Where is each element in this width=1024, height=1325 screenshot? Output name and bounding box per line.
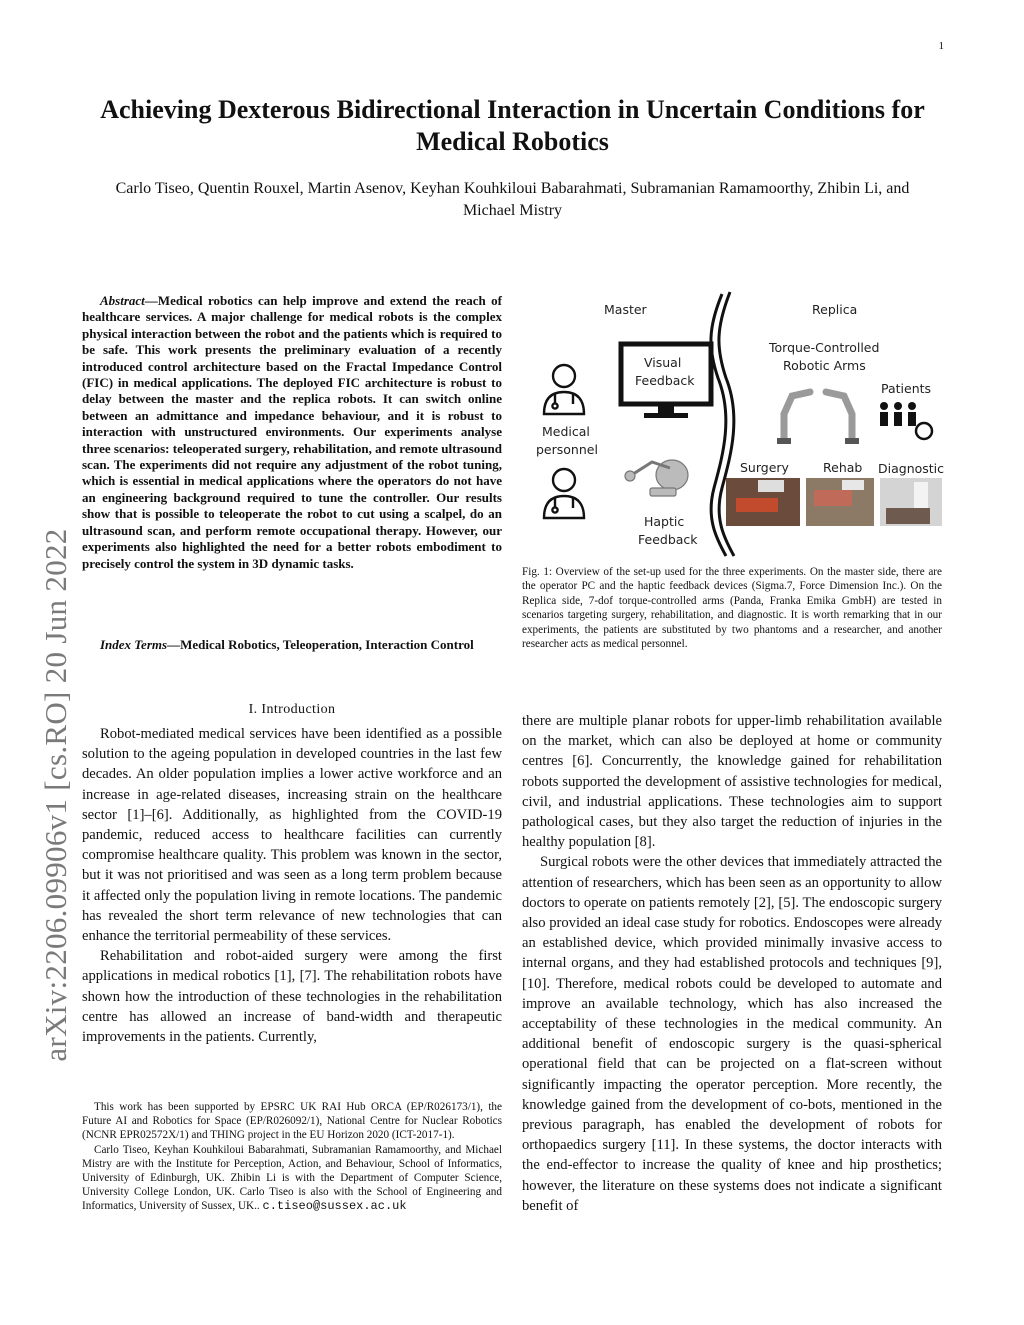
- label-personnel: personnel: [536, 442, 598, 457]
- footnote-affiliations: Carlo Tiseo, Keyhan Kouhkiloui Babarahmati, Subramanian Ramamoorthy, and Michael Mistry are with the Institute for Perception, Action, and Behaviour, School of Informatics, University of Edinburgh, UK. Zhibin Li is with the Department of Computer Science, University College London, UK. Carlo Tiseo is also with the School of Engineering and Informatics, University of Sussex, UK.. c.tiseo@sussex.ac.uk: [82, 1143, 502, 1214]
- label-rehab: Rehab: [823, 460, 863, 475]
- label-haptic: Haptic: [644, 514, 685, 529]
- overview-diagram: [522, 288, 947, 558]
- index-terms-text: —Medical Robotics, Teleoperation, Interaction Control: [167, 637, 474, 652]
- paragraph: Surgical robots were the other devices that immediately attracted the attention of researchers, which has been seen as an opportunity to allow doctors to operate on patients remotely [2], [5]. The endoscopic surgery also provided an ideal case study for robotics. Endoscopes were already an established device, which provided minimally invasive access to internal organs, and they had established protocols and techniques [9], [10]. Therefore, medical robots could be developed to automate and improve an available technology, which has also increased the acceptability of these technologies in the medical community. An additional benefit of endoscopic surgery is the quasi-spherical operational field that can be projected on a flat-screen without significantly impacting the operator perception. More recently, the knowledge gained from the development of co-bots, mentioned in the previous paragraph, has enabled the development of robots for orthopaedics surgery [11]. In these systems, the doctor interacts with the end-effector to increase the quality of knee and hip prosthetics; however, the literature on these systems does not indicate a significant benefit of: [522, 854, 942, 1214]
- abstract-lead: Abstract: [100, 293, 145, 308]
- section-heading-introduction: I. Introduction: [248, 702, 336, 717]
- paragraph: Rehabilitation and robot-aided surgery were among the first applications in medical robotics [1], [7]. The rehabilitation robots have shown how the introduction of these technologies in the rehabilitation centre has allowed an increase of band-width and therapeutic improvements in the patients. Currently,: [82, 948, 502, 1046]
- index-terms: [82, 637, 502, 653]
- doctor-icon: [544, 469, 584, 518]
- label-robotic-arms: Robotic Arms: [783, 358, 866, 373]
- label-visual: Visual: [644, 355, 682, 370]
- robot-arm-icon: [784, 392, 852, 438]
- label-replica: Replica: [812, 302, 858, 317]
- paragraph: Robot-mediated medical services have been identified as a possible solution to the ageing population in developed countries in the last few decades. An older population implies a lower active workforce and an increase in age-related diseases, increasing strain on the healthcare sector [1]–[6]. Additionally, as highlighted from the COVID-19 pandemic, reduced access to healthcare facilities can currently compromise healthcare quality. This problem was known in the sector, but it was not prioritised and was seen as a long term problem because it affected only the population living in remote locations. The pandemic has revealed the short term relevance of new technologies that can enhance the territorial permeability of these services.: [82, 726, 502, 945]
- label-surgery: Surgery: [740, 460, 789, 475]
- diagnostic-photo: [880, 478, 942, 526]
- patients-icon: [880, 402, 932, 439]
- doctor-icon: [544, 365, 584, 414]
- label-medical: Medical: [542, 424, 590, 439]
- label-haptic-feedback: Feedback: [638, 532, 698, 547]
- author-list: Carlo Tiseo, Quentin Rouxel, Martin Asenov, Keyhan Kouhkiloui Babarahmati, Subramanian Ramamoorthy, Zhibin Li, and Michael Mistry: [115, 180, 910, 219]
- label-master: Master: [604, 302, 647, 317]
- abstract-text: —Medical robotics can help improve and extend the reach of healthcare services. A major challenge for medical robots is the complex physical interaction between the robot and the patients which is required to be safe. This work presents the preliminary evaluation of a recently introduced control architecture based on the Fractal Impedance Control (FIC) in medical applications. The deployed FIC architecture is robust to delay between the master and the replica robots. It can switch online between an admittance and impedance behaviour, and it is robust to interaction with unstructured environments. Our experiments analyse three scenarios: teleoperated surgery, rehabilitation, and remote ultrasound scan. The experiments did not require any adjustment of the robot tuning, which is essential in medical applications where the operators do not have an engineering background required to tune the controller. Our results show that is possible to teleoperate the robot to cut using a scalpel, do an ultrasound scan, and perform remote occupational therapy. However, our experiments also highlighted the need for a better robots embodiment to precisely control the system in 3D dynamic tasks.: [82, 293, 502, 571]
- arxiv-identifier: arXiv:2206.09906v1 [cs.RO] 20 Jun 2022: [38, 528, 73, 1062]
- haptic-device-icon: [625, 460, 688, 496]
- surgery-photo: [726, 478, 800, 526]
- index-terms-lead: Index Terms: [100, 637, 168, 652]
- introduction-left-column: [82, 724, 502, 1047]
- label-diagnostic: Diagnostic: [878, 461, 945, 476]
- footnotes: [82, 1100, 502, 1214]
- footnote-funding: This work has been supported by EPSRC UK RAI Hub ORCA (EP/R026173/1), the Future AI and Robotics for Space (EP/R026092/1), National Centre for Nuclear Robotics (NCNR EPR02572X/1) and THING project in the EU Horizon 2020 (ICT-2017-1).: [82, 1101, 502, 1142]
- email-link[interactable]: c.tiseo@sussex.ac.uk: [262, 1199, 407, 1214]
- rehab-photo: [806, 478, 874, 526]
- label-visual-feedback: Feedback: [635, 373, 695, 388]
- figure-1: [522, 288, 947, 558]
- paper-title: Achieving Dexterous Bidirectional Interaction in Uncertain Conditions for Medical Robotics: [100, 95, 925, 156]
- figure-caption: Fig. 1: Overview of the set-up used for the three experiments. On the master side, there are the operator PC and the haptic feedback devices (Sigma.7, Force Dimension Inc.). On the Replica side, 7-dof torque-controlled arms (Panda, Franka Emika GmbH) are tested in scenarios targeting surgery, rehabilitation, and diagnostic. It is worth remarking that in our experiments, the patients are substituted by two phantoms and a researcher, and another researcher acts as medical personnel.: [522, 566, 942, 651]
- label-patients: Patients: [881, 381, 932, 396]
- abstract: [82, 293, 502, 572]
- page-number: 1: [938, 40, 944, 52]
- introduction-right-column: [522, 711, 942, 1216]
- paragraph: there are multiple planar robots for upper-limb rehabilitation available on the market, which can also be deployed at home or community centres [6]. Concurrently, the knowledge gained for rehabilitation robots supported the development of assistive technologies for medical, civil, and industrial applications. These technologies aim to support pathological cases, but they also target the reduction of injuries in the healthy population [8].: [522, 713, 942, 851]
- label-torque-controlled: Torque-Controlled: [769, 340, 880, 355]
